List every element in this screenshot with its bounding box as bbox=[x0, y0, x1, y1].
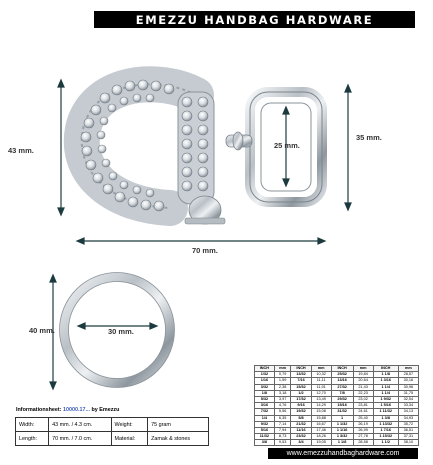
info-label: Weight: bbox=[111, 418, 148, 432]
mm-cell: 17,46 bbox=[311, 427, 331, 433]
brand-title: EMEZZU HANDBAG HARDWARE bbox=[135, 12, 374, 27]
mm-cell: 12,70 bbox=[311, 390, 331, 396]
mm-cell: 7,14 bbox=[274, 421, 291, 427]
mm-cell: 30,16 bbox=[398, 378, 418, 384]
inch-cell: 5/32 bbox=[255, 396, 275, 402]
mm-cell: 0,79 bbox=[274, 372, 291, 378]
inch-cell: 21/32 bbox=[291, 421, 311, 427]
mm-cell: 26,99 bbox=[353, 427, 373, 433]
mm-cell: 34,13 bbox=[398, 409, 418, 415]
inch-cell: 1 1/8 bbox=[373, 372, 398, 378]
mm-cell: 19,05 bbox=[311, 440, 331, 446]
inch-cell: 3/8 bbox=[255, 440, 275, 446]
inch-cell: 1 1/2 bbox=[373, 440, 398, 446]
info-sheet-by: by Emezzu bbox=[91, 407, 120, 413]
mm-cell: 1,59 bbox=[274, 378, 291, 384]
mm-cell: 23,81 bbox=[353, 403, 373, 409]
mm-cell: 11,11 bbox=[311, 378, 331, 384]
inch-cell: 3/4 bbox=[291, 440, 311, 446]
inch-cell: 1 1/4 bbox=[373, 390, 398, 396]
inch-cell: 1 15/32 bbox=[373, 434, 398, 440]
inch-cell: 1 9/32 bbox=[373, 396, 398, 402]
inch-cell: 13/32 bbox=[291, 372, 311, 378]
mm-cell: 30,96 bbox=[398, 384, 418, 390]
mm-cell: 35,72 bbox=[398, 421, 418, 427]
inch-cell: 5/16 bbox=[255, 427, 275, 433]
mm-cell: 25,40 bbox=[353, 415, 373, 421]
mm-cell: 24,61 bbox=[353, 409, 373, 415]
inch-cell: 1 7/16 bbox=[373, 427, 398, 433]
inch-cell: 1/2 bbox=[291, 390, 311, 396]
inch-cell: 31/32 bbox=[331, 409, 353, 415]
ring-inner-label: 30 mm. bbox=[108, 327, 134, 336]
inch-cell: 1 1/4 bbox=[373, 384, 398, 390]
swivel-icon bbox=[226, 132, 252, 150]
inch-cell: 1/4 bbox=[255, 415, 275, 421]
conversion-header-cell: INCH bbox=[331, 366, 353, 372]
conversion-header-cell: mm bbox=[311, 366, 331, 372]
mm-cell: 15,88 bbox=[311, 415, 331, 421]
table-row bbox=[255, 440, 419, 446]
buckle-height-label: 43 mm. bbox=[8, 146, 34, 155]
info-value: Zamak & stones bbox=[148, 432, 209, 446]
inch-cell: 27/32 bbox=[331, 384, 353, 390]
website-bar[interactable] bbox=[268, 448, 418, 459]
dimension-lines bbox=[50, 80, 351, 389]
mm-cell: 28,58 bbox=[353, 440, 373, 446]
mm-cell: 7,94 bbox=[274, 427, 291, 433]
mm-cell: 19,84 bbox=[353, 372, 373, 378]
inch-cell: 1 3/8 bbox=[373, 415, 398, 421]
mm-cell: 23,02 bbox=[353, 396, 373, 402]
mm-cell: 37,31 bbox=[398, 434, 418, 440]
mm-cell: 20,64 bbox=[353, 378, 373, 384]
loop-inner-label: 25 mm. bbox=[274, 141, 300, 150]
mm-cell: 4,76 bbox=[274, 403, 291, 409]
info-value: 43 mm. / 4.3 cm. bbox=[49, 418, 111, 432]
table-row bbox=[16, 418, 209, 432]
inch-cell: 17/32 bbox=[291, 396, 311, 402]
mm-cell: 28,57 bbox=[398, 372, 418, 378]
inch-cell: 1 1/32 bbox=[331, 421, 353, 427]
info-value: 70 mm. / 7.0 cm. bbox=[49, 432, 111, 446]
mm-cell: 18,26 bbox=[311, 434, 331, 440]
mm-cell: 14,29 bbox=[311, 403, 331, 409]
mm-cell: 15,08 bbox=[311, 409, 331, 415]
mm-cell: 26,19 bbox=[353, 421, 373, 427]
inch-cell: 1/8 bbox=[255, 390, 275, 396]
info-sheet-title bbox=[16, 407, 119, 413]
mm-cell: 33,34 bbox=[398, 403, 418, 409]
loop-height-label: 35 mm. bbox=[356, 133, 382, 142]
inch-cell: 7/8 bbox=[331, 390, 353, 396]
inch-cell: 9/32 bbox=[255, 421, 275, 427]
inch-cell: 9/16 bbox=[291, 403, 311, 409]
conversion-header-cell: mm bbox=[398, 366, 418, 372]
mm-cell: 3,18 bbox=[274, 390, 291, 396]
inch-cell: 7/32 bbox=[255, 409, 275, 415]
mm-cell: 2,38 bbox=[274, 384, 291, 390]
conversion-header-cell: INCH bbox=[255, 366, 275, 372]
brand-banner bbox=[94, 11, 415, 28]
mm-cell: 11,91 bbox=[311, 384, 331, 390]
mm-cell: 8,73 bbox=[274, 434, 291, 440]
info-label: Width: bbox=[16, 418, 49, 432]
mm-cell: 34,93 bbox=[398, 415, 418, 421]
mm-cell: 32,54 bbox=[398, 396, 418, 402]
conversion-body bbox=[255, 372, 419, 446]
conversion-header-cell: mm bbox=[353, 366, 373, 372]
mm-cell: 16,67 bbox=[311, 421, 331, 427]
mm-cell: 10,32 bbox=[311, 372, 331, 378]
mm-cell: 6,35 bbox=[274, 415, 291, 421]
info-label: Length: bbox=[16, 432, 49, 446]
inch-cell: 13/16 bbox=[331, 378, 353, 384]
inch-cell: 1 13/32 bbox=[373, 421, 398, 427]
website-link[interactable]: www.emezzuhandbaghardware.com bbox=[286, 450, 400, 457]
inch-cell: 1/16 bbox=[255, 378, 275, 384]
inch-cell: 7/16 bbox=[291, 378, 311, 384]
inch-cell: 1 1/8 bbox=[331, 440, 353, 446]
conversion-header-cell: INCH bbox=[291, 366, 311, 372]
inch-cell: 1 11/32 bbox=[373, 409, 398, 415]
mm-cell: 21,43 bbox=[353, 384, 373, 390]
inch-cell: 29/32 bbox=[331, 396, 353, 402]
mm-cell: 27,78 bbox=[353, 434, 373, 440]
info-sheet-ref[interactable]: 10000.17... bbox=[63, 407, 91, 413]
ring-outer-label: 40 mm. bbox=[29, 326, 55, 335]
mm-cell: 5,56 bbox=[274, 409, 291, 415]
info-value: 75 gram bbox=[148, 418, 209, 432]
rhinestone-buckle-icon bbox=[81, 80, 225, 224]
inch-cell: 11/16 bbox=[291, 427, 311, 433]
inch-cell: 23/32 bbox=[291, 434, 311, 440]
inch-cell: 25/32 bbox=[331, 372, 353, 378]
mm-cell: 13,49 bbox=[311, 396, 331, 402]
inch-cell: 1 5/16 bbox=[373, 403, 398, 409]
mm-cell: 3,97 bbox=[274, 396, 291, 402]
inch-cell: 1 3/16 bbox=[373, 378, 398, 384]
inch-mm-conversion-table bbox=[254, 365, 419, 446]
mm-cell: 38,10 bbox=[398, 440, 418, 446]
mm-cell: 9,53 bbox=[274, 440, 291, 446]
info-sheet-label: Informationsheet: bbox=[16, 407, 62, 413]
inch-cell: 5/8 bbox=[291, 415, 311, 421]
table-row bbox=[16, 432, 209, 446]
inch-cell: 19/32 bbox=[291, 409, 311, 415]
inch-cell: 11/32 bbox=[255, 434, 275, 440]
buckle-width-label: 70 mm. bbox=[192, 246, 218, 255]
info-table bbox=[15, 417, 209, 446]
conversion-header-cell: mm bbox=[274, 366, 291, 372]
mm-cell: 22,23 bbox=[353, 390, 373, 396]
inch-cell: 1 1/16 bbox=[331, 427, 353, 433]
inch-cell: 3/32 bbox=[255, 384, 275, 390]
inch-cell: 1 bbox=[331, 415, 353, 421]
conversion-header-cell: INCH bbox=[373, 366, 398, 372]
inch-cell: 15/32 bbox=[291, 384, 311, 390]
info-label: Material: bbox=[111, 432, 148, 446]
inch-cell: 15/16 bbox=[331, 403, 353, 409]
mm-cell: 31,75 bbox=[398, 390, 418, 396]
mm-cell: 36,51 bbox=[398, 427, 418, 433]
inch-cell: 3/16 bbox=[255, 403, 275, 409]
inch-cell: 1/32 bbox=[255, 372, 275, 378]
inch-cell: 1 3/32 bbox=[331, 434, 353, 440]
